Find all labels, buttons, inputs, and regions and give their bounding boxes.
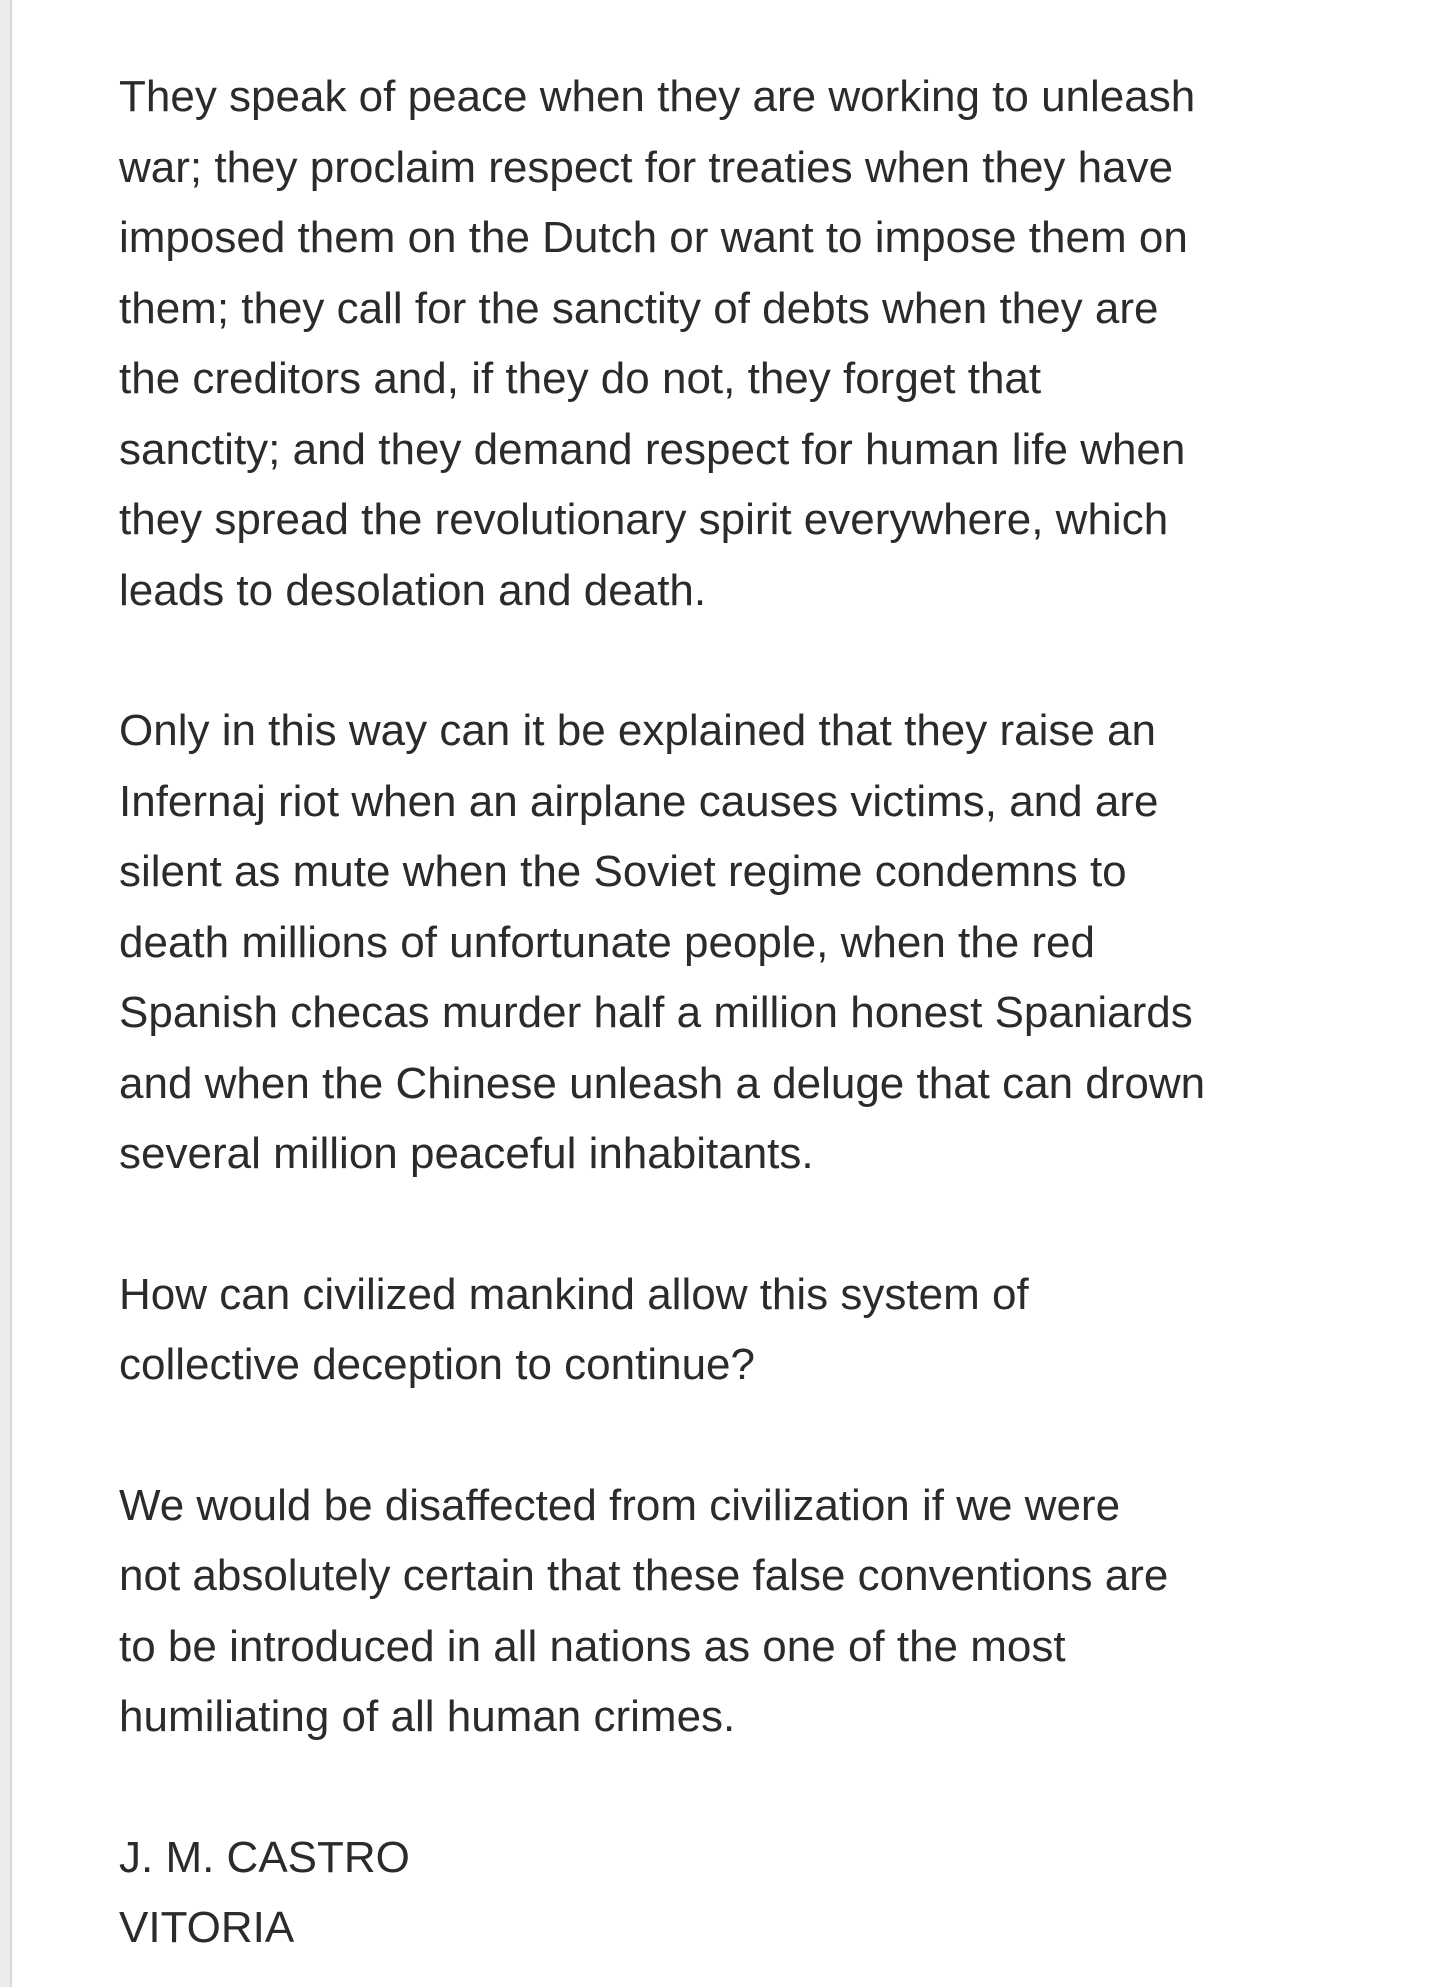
- paragraph-2: Only in this way can it be explained that they raise an Infernaj riot when an airplane causes victims, and are silent as mute when the Soviet regime condemns to death millions of unfortunate people, when the red Spanish checas murder half a million honest Spaniards and when the Chinese unleash a deluge that can drown several million peaceful inhabitants.: [119, 706, 1206, 1178]
- signature-author: J. M. CASTRO: [119, 1832, 410, 1882]
- article-body: [119, 62, 1359, 1963]
- signature-place: VITORIA: [119, 1902, 295, 1952]
- paragraph-4: We would be disaffected from civilization if we were not absolutely certain that these false conventions are to be introduced in all nations as one of the most humiliating of all human crimes.: [119, 1480, 1169, 1741]
- left-page-border: [0, 0, 12, 1987]
- signature-block: [119, 1823, 1359, 1963]
- paragraph-3: How can civilized mankind allow this system of collective deception to continue?: [119, 1269, 1029, 1389]
- paragraph-1: They speak of peace when they are working to unleash war; they proclaim respect for treaties when they have imposed them on the Dutch or want to impose them on them; they call for the sanctity of debts when they are the creditors and, if they do not, they forget that sanctity; and they demand respect for human life when they spread the revolutionary spirit everywhere, which leads to desolation and death.: [119, 72, 1196, 615]
